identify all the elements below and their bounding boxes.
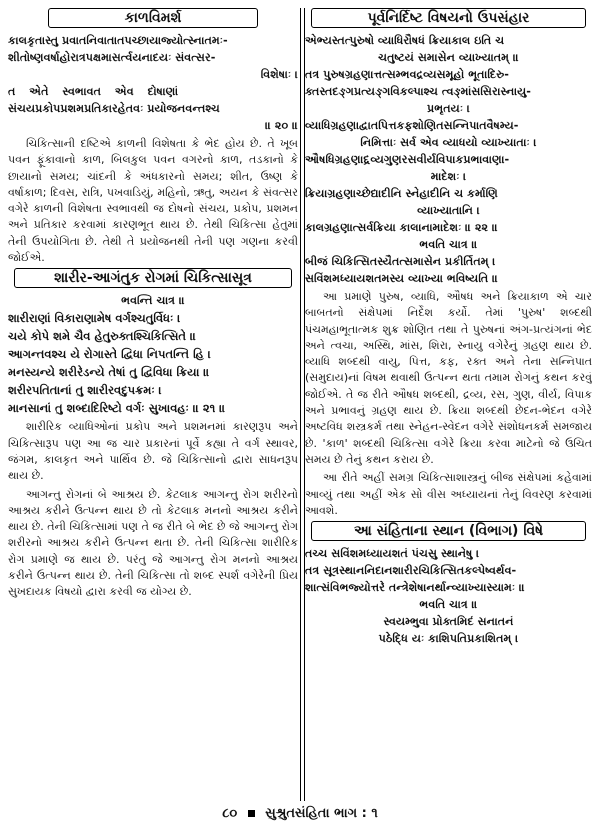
verse-line: ઔષધિગ્રહણાદ્દ્રવ્યગુણરસવીર્યવિપાકપ્રભાવાણા- <box>305 153 510 166</box>
verse-line: માદેશઃ । <box>430 170 467 183</box>
verse-line: શાત્સંવિભજ્યોત્તરે તન્ત્રેશેષાનર્થાન્વ્યાખ્યાસ્યામઃ ॥ <box>305 581 525 595</box>
verse-line: શીતોષ્ણવર્ષાહોરાત્રપક્ષમાસર્ત્વયનાદયઃ સંવત્સર- <box>8 51 216 64</box>
verse-line: ચયે કોપે શમે ચૈવ હેતુરુક્તશ્ચિકિત્સિતે ॥ <box>8 329 197 344</box>
verse-line: તત્ર સૂત્રસ્થાનનિદાનશારીરચિકિત્સિતકલ્પેષ્વર્થવ- <box>305 564 517 578</box>
verse-line: માનસાનાં તુ શબ્દાદિરિષ્ટો વર્ગઃ સુખાવહઃ ॥ ૨૧ ॥ <box>8 401 226 416</box>
verse-line: ત એતે સ્વભાવત એવ દોષાણાં <box>8 85 179 98</box>
verse-line: પઠેદ્ધિ યઃ કાશિપતિપ્રકાશિતમ્ । <box>378 632 519 646</box>
sanskrit-verse <box>305 613 592 647</box>
verse-line: વ્યાખ્યાતાનિ । <box>417 204 480 217</box>
page-footer <box>0 806 600 821</box>
verse-line: નિમિત્તાઃ સર્વ એવ વ્યાધયો વ્યાખ્યાતાઃ । <box>360 136 537 149</box>
verse-line: કાલકૃતાસ્તુ પ્રવાતનિવાતાતપચ્છાયાજ્યોત્સ્નાતમઃ- <box>8 34 228 47</box>
verse-line: સંચયપ્રકોપપ્રશમપ્રતિકારહેતવઃ પ્રયોજનવન્તશ્ચ <box>8 102 220 115</box>
verse-line: મનસ્યન્યે શરીરેડન્યે તેષાં તુ દ્વિવિધા ક્રિયા ॥ <box>8 365 210 380</box>
sanskrit-verse <box>8 32 298 134</box>
verse-line: તત્ર પુરુષગ્રહણાત્તત્સમ્ભવદ્રવ્યસમૂહો ભૂતાદિરુ- <box>305 68 509 81</box>
sanskrit-verse <box>305 253 592 287</box>
verse-line: તચ્ચ સવિંશમધ્યાયશતં પંચસુ સ્થાનેષુ । <box>305 547 480 561</box>
verse-number: ॥ ૨૦ ॥ <box>265 119 298 132</box>
right-column <box>305 6 592 801</box>
verse-line: પ્રભૃતયઃ । <box>427 102 470 115</box>
section-heading-kalavimarsha: કાળવિમર્શ <box>48 8 258 28</box>
commentary-paragraph: ચિકિત્સાની દષ્ટિએ કાળની વિશેષતા કે ભેદ હોય છે. તે ખૂબ પવન ફૂંકાવાનો કાળ, બિલકુલ પવન વગરનો કાળ, તડકાનો કે છાયાનો સમય; ચાંદની કે અંધકારનો સમય; શીત, ઉષ્ણ કે વર્ષાકાળ; દિવસ, રાત્રિ, પખવાડિયું, મહિનો, ઋતુ, અયન કે સંવત્સર વગેરે કાળની વિશેષતા સ્વભાવથી જ દોષનો સંચય, પ્રકોપ, પ્રશમન અને પ્રતિકાર કરવામાં કારણભૂત થાય છે. તેથી ચિકિત્સા હેતુમાં તેની ઉપયોગિતા છે. તેથી તે પ્રયોજનથી તેની પણ ગણના કરવી જોઈએ. <box>8 137 298 265</box>
sanskrit-verse <box>305 32 592 236</box>
verse-line: ક્રિયાગ્રહણાચ્છેદ્યાદીનિ સ્નેહાદીનિ ચ કર્માણિ <box>305 187 498 200</box>
page-number: ૮૦ <box>222 806 238 821</box>
verse-line: એભ્યસ્તત્પુરુષો વ્યાધિરૌષધં ક્રિયાકાલ ઇતિ ચ <box>305 34 505 47</box>
bhavanti-line: ભવતિ ચાત્ર ॥ <box>419 598 478 612</box>
book-page <box>8 6 592 801</box>
verse-line: સ્વયમ્ભુવા પ્રોક્તમિદં સનાતનં <box>383 615 514 629</box>
bhavanti-line: ભવન્તિ ચાત્ર ॥ <box>121 294 185 308</box>
left-column <box>8 6 298 801</box>
square-bullet-icon <box>248 810 255 817</box>
verse-line: સવિંશમધ્યાયશતમસ્ય વ્યાખ્યા ભવિષ્યતિ ॥ <box>305 272 499 285</box>
verse-line: આગન્તવશ્ચ યે રોગાસ્તે દ્વિધા નિપતન્તિ હિ । <box>8 347 211 362</box>
verse-line: ચતુષ્ટયં સમાસેન વ્યાખ્યાતમ્ ॥ <box>378 51 519 64</box>
verse-line: શારીરાણાં વિકારાણામેષ વર્ગશ્ચતુર્વિધઃ । <box>8 311 181 326</box>
commentary-paragraph: આગન્તુ રોગનાં બે આશ્રય છે. કેટલાક આગન્તુ રોગ શરીરનો આશ્રય કરીને ઉત્પન્ન થાય છે તો કેટલાક મનનો આશ્રય કરીને થાય છે. તેની ચિકિત્સામાં પણ તે જ રીતે બે ભેદ છે જે આગન્તુ રોગ શરીરનો આશ્રય કરીને ઉત્પન્ન થતા છે. તેની ચિકિત્સા શારીરિક રોગ પ્રમાણે જ થાય છે. પરંતુ જે આગન્તુ રોગ મનનો આશ્રય કરીને ઉત્પન્ન થાય છે. તેની ચિકિત્સા તો શબ્દ સ્પર્શ વગેરેની પ્રિય સુખદાયક વિષયો દ્વારા કરવી જ યોગ્ય છે. <box>8 487 298 599</box>
sanskrit-verse <box>8 309 298 417</box>
verse-line: ક્તસ્તદઙ્ગપ્રત્યઙ્ગવિકલ્પાશ્ચ ત્વઙ્માંસસિરાસ્નાયુ- <box>305 85 531 98</box>
commentary-paragraph: આ રીતે અહીં સમગ્ર ચિકિત્સાશાસ્ત્રનું બીજ સંક્ષેપમાં કહેવામાં આવ્યું તથા અહીં એક સો વીસ અધ્યાયનાં તેનું વિવરણ કરવામાં આવશે. <box>305 471 592 517</box>
section-heading-sthana: આ સંહિતાના સ્થાન (વિભાગ) વિષે <box>311 521 586 541</box>
book-title: સુશ્રુતસંહિતા ભાગ : ૧ <box>265 806 378 821</box>
verse-line: વ્યાધિગ્રહણાદ્વાતપિત્તકફશોણિતસન્નિપાતવૈષમ્ય- <box>305 119 519 132</box>
bhavanti-line: ભવતિ ચાત્ર ॥ <box>419 238 478 251</box>
verse-line: શરીરપતિતાનાં તુ શારીરવદુપક્રમઃ । <box>8 383 162 398</box>
sanskrit-verse <box>305 545 592 596</box>
section-heading-summary: પૂર્વનિર્દિષ્ટ વિષયનો ઉપસંહાર <box>311 8 586 28</box>
verse-line: કાલગ્રહણાત્સર્વક્રિયા કાલાનામાદેશઃ ॥ ૨૨ ॥ <box>305 221 498 234</box>
commentary-paragraph: શારીરિક વ્યાધિઓનાં પ્રકોપ અને પ્રશમનમાં કારણરૂપ અને ચિકિત્સારૂપ પણ આ જ ચાર પ્રકારનાં પૂર્વે કહ્યા તે વર્ગ સ્થાવર, જંગમ, કાલકૃત અને પાર્થિવ છે. જે ચિકિત્સાનો દ્વારા સાધનરૂપ થાય છે. <box>8 420 298 483</box>
verse-line: બીજં ચિકિત્સિતસ્યૈતત્સમાસેન પ્રકીર્તિતમ્ । <box>305 255 496 268</box>
verse-line: વિશેષાઃ । <box>260 68 298 81</box>
commentary-paragraph: આ પ્રમાણે પુરુષ, વ્યાધિ, ઔષધ અને ક્રિયાકાળ એ ચાર બાબતનો સંક્ષેપમાં નિર્દેશ કર્યો. તેમાં 'પુરુષ' શબ્દથી પંચમહાભૂતાત્મક શુક્ર શોણિત તથા તે પુરુષનાં અંગ-પ્રત્યંગનાં ભેદ અને ત્વચા, અસ્થિ, માંસ, શિરા, સ્નાયુ વગેરેનું ગ્રહણ થાય છે. વ્યાધિ શબ્દથી વાયુ, પિત્ત, કફ, રક્ત અને તેના સન્નિપાત (સમુદાય)નાં વિષમ થવાથી ઉત્પન્ન થતા તમામ રોગનું કથન કરવું જોઈએ. તે જ રીતે ઔષધ શબ્દથી, દ્રવ્ય, રસ, ગુણ, વીર્ય, વિપાક અને પ્રભાવનું ગ્રહણ થાય છે. ક્રિયા શબ્દથી છેદન-ભેદન વગેરે અષ્ટવિધ શસ્ત્રકર્મ તથા સ્નેહન-સ્વેદન વગેરે સંશોધનકર્મ સમજાય છે. 'કાળ' શબ્દથી ચિકિત્સા વગેરે ક્રિયા કરવા માટેનો જે ઉચિત સમય છે તેનું કથન કરાય છે. <box>305 290 592 466</box>
section-heading-treatment: શારીર-આગંતુક રોગમાં ચિકિત્સાસૂત્ર <box>14 268 292 288</box>
